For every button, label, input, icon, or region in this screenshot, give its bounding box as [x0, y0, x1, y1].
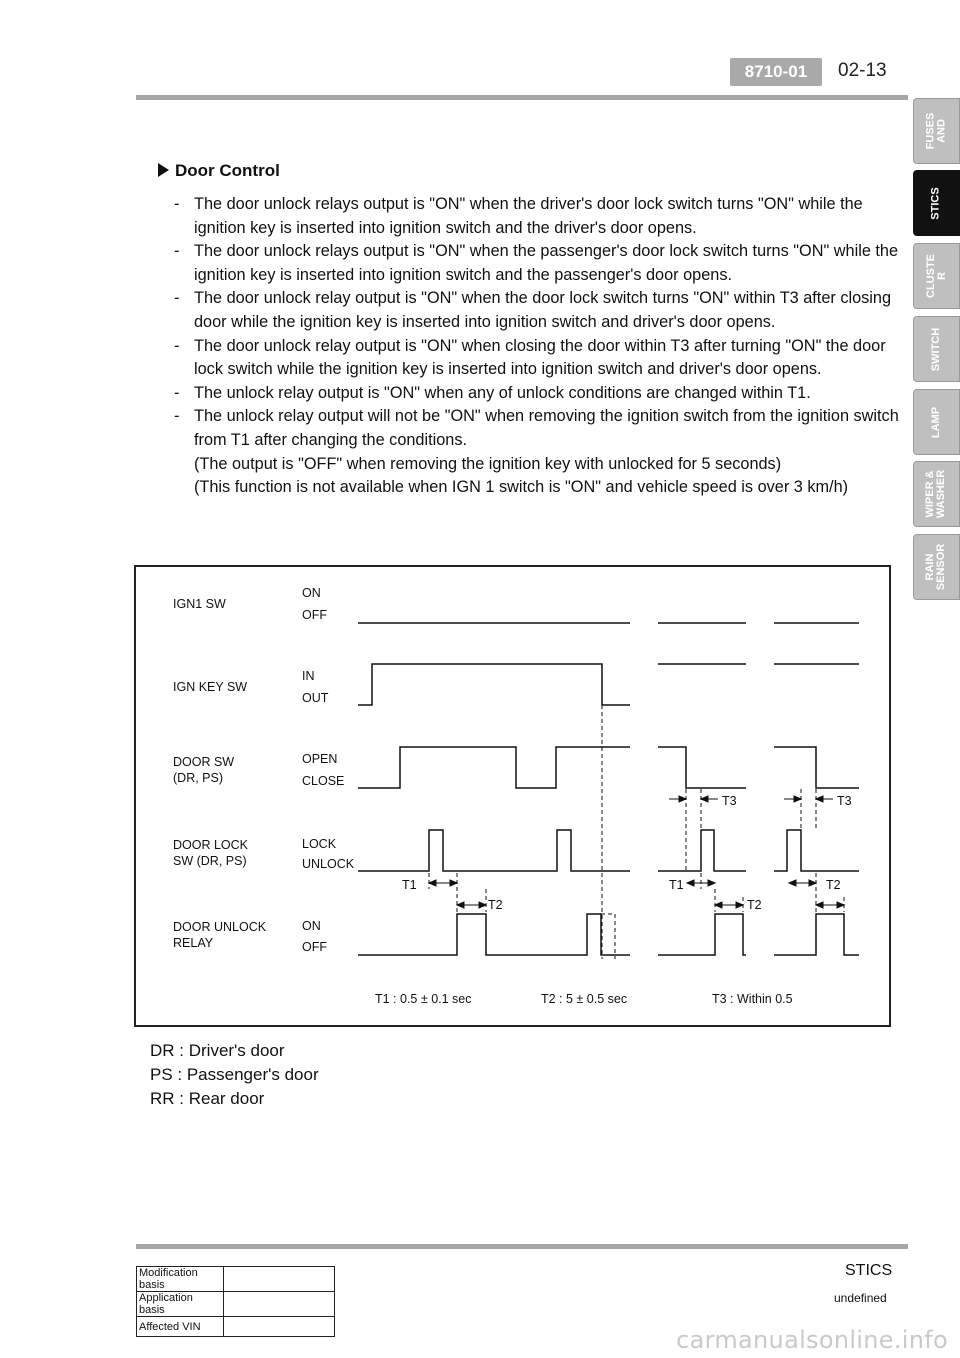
table-row: [137, 1317, 335, 1337]
header-rule: [136, 95, 908, 100]
tab-rain-sensor[interactable]: [913, 534, 960, 600]
arrow-head: [809, 880, 816, 886]
t1-mark: T1: [669, 878, 684, 892]
wave-unlock-relay-2: [658, 914, 746, 955]
table-cell-value: [224, 1267, 335, 1292]
tab-label: RAIN SENSOR: [924, 543, 948, 591]
state-low-label: OUT: [302, 691, 329, 705]
state-low-label: CLOSE: [302, 774, 345, 788]
t3-mark: T3: [837, 794, 852, 808]
state-low-label: OFF: [302, 608, 327, 622]
t2-mark: T2: [488, 898, 503, 912]
bullet-list: [170, 193, 910, 500]
arrow-head: [479, 902, 486, 908]
section-code-badge: 8710-01: [730, 58, 822, 86]
wave-door-sw-3: [774, 747, 859, 788]
wave-ign-key-sw: [358, 664, 630, 705]
arrow-head: [816, 796, 823, 802]
t2-mark: T2: [826, 878, 841, 892]
tab-wiper-washer[interactable]: [913, 461, 960, 527]
timing-note: T3 : Within 0.5: [712, 992, 793, 1006]
state-low-label: OFF: [302, 940, 327, 954]
tab-label: FUSES AND: [924, 112, 948, 150]
tab-label: WIPER & WASHER: [924, 469, 948, 519]
wave-door-lock-sw-1: [358, 830, 630, 871]
state-high-label: ON: [302, 919, 321, 933]
state-high-label: OPEN: [302, 752, 338, 766]
table-cell-key: Application basis: [137, 1292, 224, 1317]
watermark: carmanualsonline.info: [676, 1326, 948, 1354]
table-cell-key: Modification basis: [137, 1267, 224, 1292]
signal-name: IGN KEY SW: [173, 680, 248, 694]
legend-item: DR : Driver's door: [150, 1041, 285, 1060]
wave-unlock-relay-1: [358, 914, 630, 955]
arrow-head: [457, 902, 464, 908]
legend-item: PS : Passenger's door: [150, 1065, 319, 1084]
table-cell-value: [224, 1292, 335, 1317]
footer-rule: [136, 1244, 908, 1249]
arrow-head: [715, 902, 722, 908]
state-low-label: UNLOCK: [302, 857, 355, 871]
list-item: - The unlock relay output is "ON" when any of unlock conditions are changed within T1.: [174, 383, 811, 402]
tab-label: LAMP: [929, 406, 942, 438]
list-item: - The unlock relay output will not be "ON" when removing the ignition switch from the ignition switch from T1 after changing the conditions. (The output is "OFF" when removing the ignition key with unlocked for 5 seconds) (This function is not available when IGN 1 switch is "ON" and vehicle speed is over 3 km/h): [174, 407, 899, 497]
arrow-head: [429, 880, 436, 886]
t2-mark: T2: [747, 898, 762, 912]
table-cell-value: [224, 1317, 335, 1337]
signal-name: DOOR UNLOCK RELAY: [173, 920, 267, 950]
arrow-head: [794, 796, 801, 802]
table-row: [137, 1292, 335, 1317]
arrow-head: [450, 880, 457, 886]
table-cell-key: Affected VIN: [137, 1317, 224, 1337]
t1-mark: T1: [402, 878, 417, 892]
timing-diagram: [134, 565, 891, 1027]
list-item: - The door unlock relays output is "ON" when the driver's door lock switch turns "ON" while the ignition key is inserted into ignition switch and the driver's door opens.: [174, 195, 863, 237]
wave-door-sw-1: [358, 747, 630, 788]
tab-switch[interactable]: [913, 316, 960, 382]
section-title-text: Door Control: [175, 161, 280, 180]
timing-note: T2 : 5 ± 0.5 sec: [541, 992, 628, 1006]
legend-item: RR : Rear door: [150, 1089, 265, 1108]
tab-fuses-and[interactable]: [913, 98, 960, 164]
abbreviation-legend: [150, 1039, 319, 1111]
section-title: [158, 161, 280, 181]
tab-label: SWITCH: [929, 327, 942, 371]
wave-unlock-relay-3: [774, 914, 859, 955]
arrow-head: [708, 880, 715, 886]
wave-door-lock-sw-3: [774, 830, 859, 871]
wave-door-lock-sw-2: [658, 830, 746, 871]
tab-cluster[interactable]: [913, 243, 960, 309]
signal-name: DOOR SW (DR, PS): [173, 755, 235, 785]
arrow-head: [687, 880, 694, 886]
list-item: - The door unlock relay output is "ON" when closing the door within T3 after turning "ON" the door lock switch while the ignition key is inserted into ignition switch and driver's door opens.: [174, 336, 886, 379]
tab-label: CLUSTE R: [924, 254, 948, 298]
state-high-label: LOCK: [302, 837, 337, 851]
arrow-head: [789, 880, 796, 886]
tab-label: STICS: [930, 186, 942, 220]
list-item: - The door unlock relay output is "ON" when the door lock switch turns "ON" within T3 after closing door while the ignition key is inserted into ignition switch and driver's door opens.: [174, 289, 891, 331]
signal-name: IGN1 SW: [173, 597, 226, 611]
footer-title: STICS: [845, 1262, 893, 1279]
wave-door-sw-2: [658, 747, 746, 788]
timing-note: T1 : 0.5 ± 0.1 sec: [375, 992, 472, 1006]
signal-name: DOOR LOCK SW (DR, PS): [173, 838, 249, 868]
tab-lamp[interactable]: [913, 389, 960, 455]
tab-stics[interactable]: [913, 170, 960, 236]
state-high-label: IN: [302, 669, 315, 683]
state-high-label: ON: [302, 586, 321, 600]
arrow-head: [679, 796, 686, 802]
timing-waveforms: [136, 567, 889, 1025]
footer-subtitle: undefined: [834, 1291, 887, 1305]
table-row: [137, 1267, 335, 1292]
arrow-head: [736, 902, 743, 908]
list-item: - The door unlock relays output is "ON" when the passenger's door lock switch turns "ON" while the ignition key is inserted into ignition switch and the passenger's door opens.: [174, 242, 899, 284]
arrow-head: [701, 796, 708, 802]
t3-mark: T3: [722, 794, 737, 808]
arrow-head: [816, 902, 823, 908]
triangle-bullet-icon: [158, 163, 169, 177]
page-number: 02-13: [838, 60, 887, 81]
modification-table: [136, 1266, 335, 1337]
arrow-head: [837, 902, 844, 908]
